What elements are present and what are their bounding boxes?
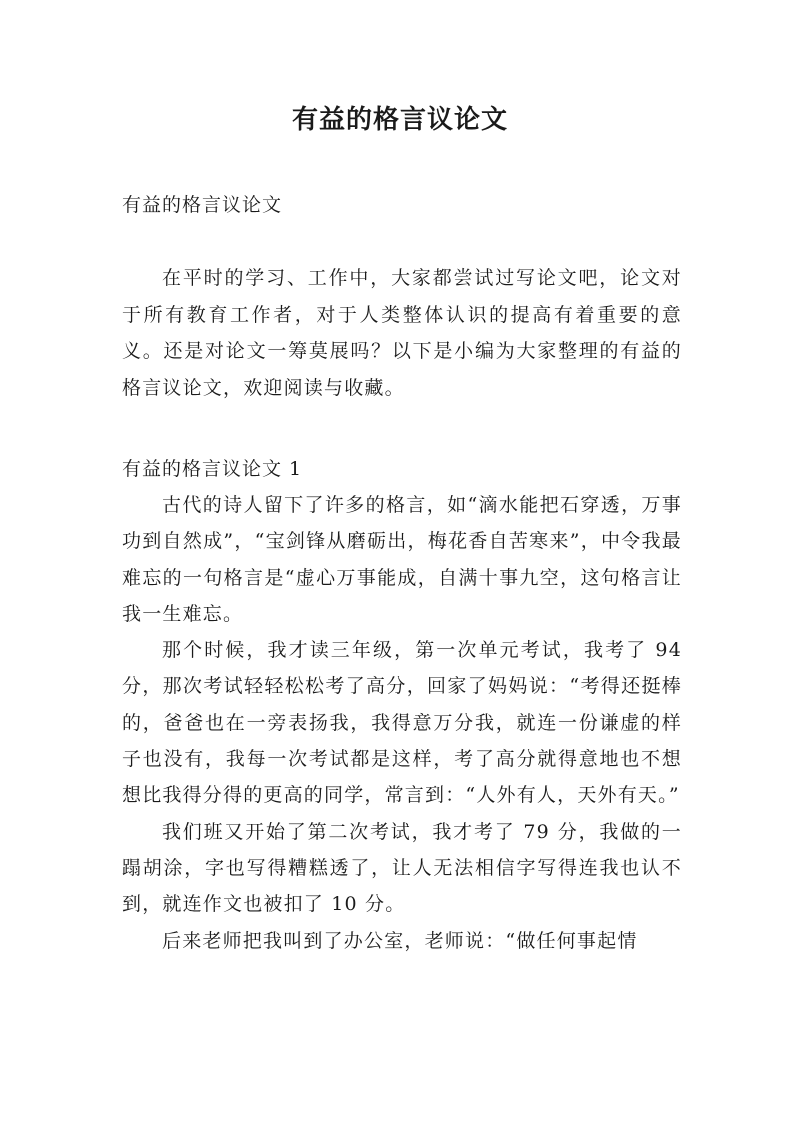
document-title: 有益的格言议论文 <box>291 105 508 135</box>
intro-paragraph: 在平时的学习、工作中，大家都尝试过写论文吧，论文对于所有教育工作者，对于人类整体认识的提高有着重要的意义。还是对论文一筹莫展吗？以下是小编为大家整理的有益的格言议论文，欢迎阅读与收藏。 <box>122 267 682 399</box>
body-paragraph-2: 那个时候，我才读三年级，第一次单元考试，我考了 94 分，那次考试轻轻松松考了高分，回家了妈妈说：“考得还挺棒的，爸爸也在一旁表扬我，我得意万分我，就连一份谦虚的样子也没有，我每一次考试都是这样，考了高分就得意地也不想想比我得分得的更高的同学，常言到：“人外有人，天外有天。” <box>122 639 682 807</box>
section-heading: 有益的格言议论文 1 <box>122 458 303 480</box>
document-subtitle: 有益的格言议论文 <box>122 194 283 216</box>
body-paragraph-3: 我们班又开始了第二次考试，我才考了 79 分，我做的一蹋胡涂，字也写得糟糕透了，让人无法相信字写得连我也认不到，就连作文也被扣了 10 分。 <box>122 820 682 916</box>
body-text <box>122 487 682 959</box>
body-paragraph-4: 后来老师把我叫到了办公室，老师说：“做任何事起情 <box>162 929 638 952</box>
body-paragraph-1: 古代的诗人留下了许多的格言，如“滴水能把石穿透，万事功到自然成”，“宝剑锋从磨砺出，梅花香自苦寒来”，中令我最难忘的一句格言是“虚心万事能成，自满十事九空，这句格言让我一生难忘。 <box>122 494 682 625</box>
